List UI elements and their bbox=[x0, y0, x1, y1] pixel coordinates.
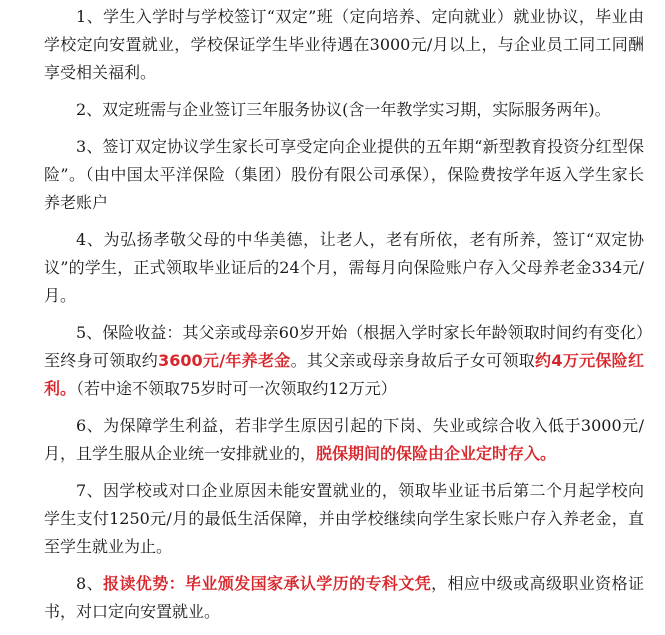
document-body bbox=[44, 3, 644, 635]
paragraph-3-text: 3、签订双定协议学生家长可享受定向企业提供的五年期“新型教育投资分红型保险”。（由中国太平洋保险（集团）股份有限公司承保），保险费按学年返入学生家长养老账户 bbox=[44, 137, 644, 212]
insurance-bonus-highlight: 约4万元保险红利。 bbox=[44, 351, 644, 398]
paragraph-6 bbox=[44, 412, 644, 468]
enrollment-advantage-highlight: 报读优势：毕业颁发国家承认学历的专科文凭 bbox=[103, 574, 432, 593]
paragraph-4-text: 4、为弘扬孝敬父母的中华美德，让老人，老有所依，老有所养，签订“双定协议”的学生，正式领取毕业证后的24个月，需每月向保险账户存入父母养老金334元/月。 bbox=[44, 230, 644, 305]
paragraph-5-text-b: 。其父亲或母亲身故后子女可领取 bbox=[290, 351, 536, 370]
paragraph-7-text: 7、因学校或对口企业原因未能安置就业的，领取毕业证书后第二个月起学校向学生支付1250元/月的最低生活保障，并由学校继续向学生家长账户存入养老金，直至学生就业为止。 bbox=[44, 481, 644, 556]
paragraph-8-number: 8、 bbox=[76, 574, 103, 593]
paragraph-2-text: 2、双定班需与企业签订三年服务协议(含一年教学实习期，实际服务两年)。 bbox=[76, 100, 611, 119]
paragraph-5-text-a: 5、保险收益：其父亲或母亲60岁开始（根据入学时家长年龄领取时间约有变化）至终身可领取约 bbox=[44, 323, 644, 370]
paragraph-1-text: 1、学生入学时与学校签订“双定”班（定向培养、定向就业）就业协议，毕业由学校定向安置就业，学校保证学生毕业待遇在3000元/月以上，与企业员工同工同酬享受相关福利。 bbox=[44, 7, 644, 82]
paragraph-8 bbox=[44, 570, 644, 626]
paragraph-3 bbox=[44, 133, 644, 217]
paragraph-4 bbox=[44, 226, 644, 310]
paragraph-1 bbox=[44, 3, 644, 87]
company-deposit-highlight: 脱保期间的保险由企业定时存入。 bbox=[316, 444, 557, 463]
paragraph-8-text: ，相应中级或高级职业资格证书，对口定向安置就业。 bbox=[44, 574, 644, 621]
paragraph-5 bbox=[44, 319, 644, 403]
paragraph-2 bbox=[44, 96, 644, 124]
pension-amount-highlight: 3600元/年养老金 bbox=[158, 351, 291, 370]
paragraph-6-text: 6、为保障学生利益，若非学生原因引起的下岗、失业或综合收入低于3000元/月，且学生服从企业统一安排就业的， bbox=[44, 416, 644, 463]
paragraph-7 bbox=[44, 477, 644, 561]
paragraph-5-text-c: （若中途不领取75岁时可一次领取约12万元） bbox=[76, 379, 397, 398]
